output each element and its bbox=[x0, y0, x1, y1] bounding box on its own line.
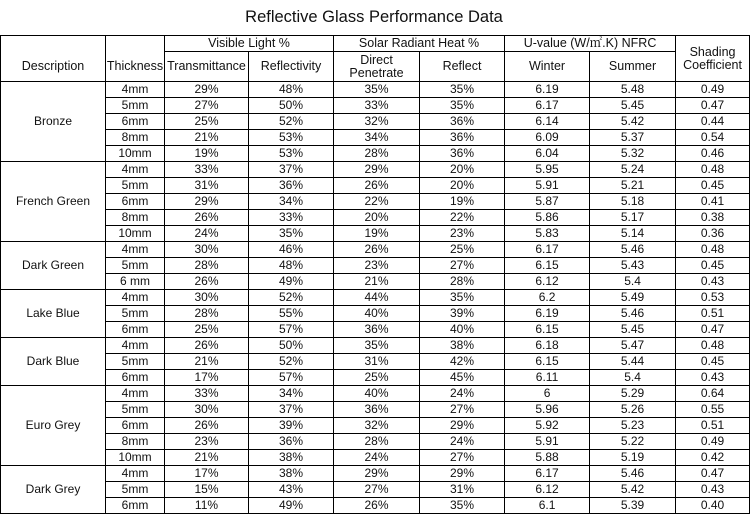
reflectivity-cell: 33% bbox=[249, 210, 334, 226]
reflectivity-cell: 53% bbox=[249, 130, 334, 146]
description-cell: Dark Grey bbox=[1, 466, 106, 514]
summer-cell: 5.46 bbox=[590, 306, 676, 322]
shading-coefficient-cell: 0.47 bbox=[676, 322, 750, 338]
table-row bbox=[1, 290, 750, 306]
table-row bbox=[1, 434, 750, 450]
direct-penetrate-cell: 36% bbox=[334, 402, 420, 418]
thickness-cell: 5mm bbox=[106, 306, 165, 322]
summer-cell: 5.29 bbox=[590, 386, 676, 402]
header-blank-thickness bbox=[106, 36, 165, 52]
header-solar-heat: Solar Radiant Heat % bbox=[334, 36, 505, 52]
description-cell: Dark Blue bbox=[1, 338, 106, 386]
reflectivity-cell: 52% bbox=[249, 354, 334, 370]
table-row bbox=[1, 226, 750, 242]
shading-coefficient-cell: 0.41 bbox=[676, 194, 750, 210]
thickness-cell: 6 mm bbox=[106, 274, 165, 290]
reflect-cell: 22% bbox=[420, 210, 505, 226]
summer-cell: 5.14 bbox=[590, 226, 676, 242]
table-row bbox=[1, 210, 750, 226]
reflectivity-cell: 52% bbox=[249, 290, 334, 306]
thickness-cell: 8mm bbox=[106, 130, 165, 146]
direct-penetrate-cell: 29% bbox=[334, 162, 420, 178]
table-row bbox=[1, 338, 750, 354]
table-row bbox=[1, 274, 750, 290]
reflect-cell: 20% bbox=[420, 162, 505, 178]
table-row bbox=[1, 450, 750, 466]
table-row bbox=[1, 498, 750, 514]
thickness-cell: 6mm bbox=[106, 194, 165, 210]
transmittance-cell: 29% bbox=[165, 194, 249, 210]
transmittance-cell: 17% bbox=[165, 370, 249, 386]
direct-penetrate-cell: 19% bbox=[334, 226, 420, 242]
summer-cell: 5.45 bbox=[590, 98, 676, 114]
shading-coefficient-cell: 0.43 bbox=[676, 370, 750, 386]
table-row bbox=[1, 146, 750, 162]
transmittance-cell: 11% bbox=[165, 498, 249, 514]
shading-coefficient-cell: 0.43 bbox=[676, 482, 750, 498]
reflectivity-cell: 50% bbox=[249, 98, 334, 114]
table-row bbox=[1, 162, 750, 178]
transmittance-cell: 21% bbox=[165, 450, 249, 466]
transmittance-cell: 28% bbox=[165, 306, 249, 322]
reflect-cell: 35% bbox=[420, 290, 505, 306]
reflectivity-cell: 36% bbox=[249, 178, 334, 194]
reflectivity-cell: 36% bbox=[249, 434, 334, 450]
summer-cell: 5.32 bbox=[590, 146, 676, 162]
table-row bbox=[1, 178, 750, 194]
reflect-cell: 27% bbox=[420, 258, 505, 274]
summer-cell: 5.47 bbox=[590, 338, 676, 354]
table-row bbox=[1, 402, 750, 418]
shading-coefficient-cell: 0.48 bbox=[676, 338, 750, 354]
winter-cell: 6.14 bbox=[505, 114, 590, 130]
summer-cell: 5.4 bbox=[590, 370, 676, 386]
reflectivity-cell: 57% bbox=[249, 322, 334, 338]
winter-cell: 6.11 bbox=[505, 370, 590, 386]
header-direct-penetrate: Direct Penetrate bbox=[334, 52, 420, 82]
shading-coefficient-cell: 0.49 bbox=[676, 434, 750, 450]
direct-penetrate-cell: 26% bbox=[334, 242, 420, 258]
reflect-cell: 42% bbox=[420, 354, 505, 370]
winter-cell: 5.91 bbox=[505, 178, 590, 194]
shading-coefficient-cell: 0.47 bbox=[676, 466, 750, 482]
direct-penetrate-cell: 40% bbox=[334, 306, 420, 322]
direct-penetrate-cell: 24% bbox=[334, 450, 420, 466]
reflect-cell: 24% bbox=[420, 386, 505, 402]
reflect-cell: 38% bbox=[420, 338, 505, 354]
shading-coefficient-cell: 0.51 bbox=[676, 418, 750, 434]
thickness-cell: 5mm bbox=[106, 354, 165, 370]
summer-cell: 5.37 bbox=[590, 130, 676, 146]
reflect-cell: 27% bbox=[420, 402, 505, 418]
thickness-cell: 5mm bbox=[106, 402, 165, 418]
reflect-cell: 36% bbox=[420, 146, 505, 162]
winter-cell: 6.17 bbox=[505, 466, 590, 482]
thickness-cell: 10mm bbox=[106, 450, 165, 466]
shading-coefficient-cell: 0.64 bbox=[676, 386, 750, 402]
table-row bbox=[1, 242, 750, 258]
thickness-cell: 4mm bbox=[106, 242, 165, 258]
reflectivity-cell: 34% bbox=[249, 194, 334, 210]
summer-cell: 5.42 bbox=[590, 482, 676, 498]
summer-cell: 5.49 bbox=[590, 290, 676, 306]
reflectivity-cell: 48% bbox=[249, 258, 334, 274]
reflect-cell: 20% bbox=[420, 178, 505, 194]
reflectivity-cell: 39% bbox=[249, 418, 334, 434]
direct-penetrate-cell: 34% bbox=[334, 130, 420, 146]
header-blank-description bbox=[1, 36, 106, 52]
table-row bbox=[1, 418, 750, 434]
transmittance-cell: 21% bbox=[165, 130, 249, 146]
transmittance-cell: 26% bbox=[165, 338, 249, 354]
reflect-cell: 28% bbox=[420, 274, 505, 290]
reflect-cell: 35% bbox=[420, 498, 505, 514]
shading-coefficient-cell: 0.47 bbox=[676, 98, 750, 114]
reflectivity-cell: 35% bbox=[249, 226, 334, 242]
summer-cell: 5.24 bbox=[590, 162, 676, 178]
reflectivity-cell: 53% bbox=[249, 146, 334, 162]
shading-coefficient-cell: 0.49 bbox=[676, 82, 750, 98]
header-winter: Winter bbox=[505, 52, 590, 82]
summer-cell: 5.46 bbox=[590, 242, 676, 258]
shading-coefficient-cell: 0.45 bbox=[676, 258, 750, 274]
direct-penetrate-cell: 32% bbox=[334, 418, 420, 434]
thickness-cell: 6mm bbox=[106, 418, 165, 434]
summer-cell: 5.46 bbox=[590, 466, 676, 482]
summer-cell: 5.23 bbox=[590, 418, 676, 434]
table-row bbox=[1, 114, 750, 130]
summer-cell: 5.39 bbox=[590, 498, 676, 514]
shading-coefficient-cell: 0.45 bbox=[676, 354, 750, 370]
reflect-cell: 35% bbox=[420, 82, 505, 98]
table-row bbox=[1, 82, 750, 98]
winter-cell: 5.95 bbox=[505, 162, 590, 178]
header-row-2 bbox=[1, 52, 750, 82]
table-row bbox=[1, 386, 750, 402]
transmittance-cell: 26% bbox=[165, 274, 249, 290]
direct-penetrate-cell: 20% bbox=[334, 210, 420, 226]
winter-cell: 5.87 bbox=[505, 194, 590, 210]
transmittance-cell: 33% bbox=[165, 386, 249, 402]
reflect-cell: 31% bbox=[420, 482, 505, 498]
table-row bbox=[1, 306, 750, 322]
winter-cell: 6.12 bbox=[505, 274, 590, 290]
reflectivity-cell: 43% bbox=[249, 482, 334, 498]
transmittance-cell: 33% bbox=[165, 162, 249, 178]
table-row bbox=[1, 370, 750, 386]
transmittance-cell: 26% bbox=[165, 418, 249, 434]
table-row bbox=[1, 466, 750, 482]
summer-cell: 5.44 bbox=[590, 354, 676, 370]
reflectivity-cell: 57% bbox=[249, 370, 334, 386]
thickness-cell: 5mm bbox=[106, 482, 165, 498]
direct-penetrate-cell: 31% bbox=[334, 354, 420, 370]
transmittance-cell: 29% bbox=[165, 82, 249, 98]
thickness-cell: 5mm bbox=[106, 98, 165, 114]
reflect-cell: 27% bbox=[420, 450, 505, 466]
transmittance-cell: 30% bbox=[165, 242, 249, 258]
reflectivity-cell: 37% bbox=[249, 402, 334, 418]
reflect-cell: 24% bbox=[420, 434, 505, 450]
direct-penetrate-cell: 29% bbox=[334, 466, 420, 482]
table-row bbox=[1, 482, 750, 498]
table-row bbox=[1, 130, 750, 146]
summer-cell: 5.45 bbox=[590, 322, 676, 338]
description-cell: Euro Grey bbox=[1, 386, 106, 466]
reflectivity-cell: 50% bbox=[249, 338, 334, 354]
shading-coefficient-cell: 0.53 bbox=[676, 290, 750, 306]
summer-cell: 5.26 bbox=[590, 402, 676, 418]
winter-cell: 5.92 bbox=[505, 418, 590, 434]
reflectivity-cell: 55% bbox=[249, 306, 334, 322]
direct-penetrate-cell: 26% bbox=[334, 178, 420, 194]
winter-cell: 6.1 bbox=[505, 498, 590, 514]
transmittance-cell: 17% bbox=[165, 466, 249, 482]
winter-cell: 6.17 bbox=[505, 242, 590, 258]
thickness-cell: 6mm bbox=[106, 498, 165, 514]
reflect-cell: 36% bbox=[420, 114, 505, 130]
summer-cell: 5.19 bbox=[590, 450, 676, 466]
winter-cell: 6.04 bbox=[505, 146, 590, 162]
table-title: Reflective Glass Performance Data bbox=[245, 8, 503, 26]
transmittance-cell: 27% bbox=[165, 98, 249, 114]
header-summer: Summer bbox=[590, 52, 676, 82]
summer-cell: 5.43 bbox=[590, 258, 676, 274]
shading-coefficient-cell: 0.36 bbox=[676, 226, 750, 242]
reflect-cell: 35% bbox=[420, 98, 505, 114]
winter-cell: 6.19 bbox=[505, 306, 590, 322]
winter-cell: 5.91 bbox=[505, 434, 590, 450]
transmittance-cell: 25% bbox=[165, 114, 249, 130]
direct-penetrate-cell: 32% bbox=[334, 114, 420, 130]
thickness-cell: 5mm bbox=[106, 258, 165, 274]
summer-cell: 5.42 bbox=[590, 114, 676, 130]
table-row bbox=[1, 194, 750, 210]
shading-coefficient-cell: 0.46 bbox=[676, 146, 750, 162]
thickness-cell: 4mm bbox=[106, 162, 165, 178]
transmittance-cell: 21% bbox=[165, 354, 249, 370]
transmittance-cell: 30% bbox=[165, 402, 249, 418]
shading-coefficient-cell: 0.54 bbox=[676, 130, 750, 146]
table-row bbox=[1, 322, 750, 338]
reflectivity-cell: 38% bbox=[249, 466, 334, 482]
direct-penetrate-cell: 25% bbox=[334, 370, 420, 386]
shading-coefficient-cell: 0.48 bbox=[676, 242, 750, 258]
direct-penetrate-cell: 22% bbox=[334, 194, 420, 210]
transmittance-cell: 19% bbox=[165, 146, 249, 162]
winter-cell: 6 bbox=[505, 386, 590, 402]
thickness-cell: 10mm bbox=[106, 146, 165, 162]
reflectivity-cell: 48% bbox=[249, 82, 334, 98]
description-cell: Dark Green bbox=[1, 242, 106, 290]
header-row-1 bbox=[1, 36, 750, 52]
direct-penetrate-cell: 27% bbox=[334, 482, 420, 498]
reflect-cell: 40% bbox=[420, 322, 505, 338]
reflectivity-cell: 37% bbox=[249, 162, 334, 178]
winter-cell: 6.12 bbox=[505, 482, 590, 498]
shading-coefficient-cell: 0.44 bbox=[676, 114, 750, 130]
shading-coefficient-cell: 0.38 bbox=[676, 210, 750, 226]
header-visible-light: Visible Light % bbox=[165, 36, 334, 52]
description-cell: Bronze bbox=[1, 82, 106, 162]
direct-penetrate-cell: 36% bbox=[334, 322, 420, 338]
thickness-cell: 4mm bbox=[106, 290, 165, 306]
header-description: Description bbox=[1, 52, 106, 82]
table-row bbox=[1, 354, 750, 370]
reflectivity-cell: 38% bbox=[249, 450, 334, 466]
transmittance-cell: 24% bbox=[165, 226, 249, 242]
transmittance-cell: 15% bbox=[165, 482, 249, 498]
direct-penetrate-cell: 28% bbox=[334, 434, 420, 450]
thickness-cell: 4mm bbox=[106, 338, 165, 354]
summer-cell: 5.21 bbox=[590, 178, 676, 194]
summer-cell: 5.18 bbox=[590, 194, 676, 210]
reflectivity-cell: 52% bbox=[249, 114, 334, 130]
thickness-cell: 5mm bbox=[106, 178, 165, 194]
shading-coefficient-cell: 0.45 bbox=[676, 178, 750, 194]
summer-cell: 5.17 bbox=[590, 210, 676, 226]
winter-cell: 6.19 bbox=[505, 82, 590, 98]
reflect-cell: 36% bbox=[420, 130, 505, 146]
direct-penetrate-cell: 35% bbox=[334, 338, 420, 354]
thickness-cell: 4mm bbox=[106, 466, 165, 482]
winter-cell: 5.96 bbox=[505, 402, 590, 418]
transmittance-cell: 23% bbox=[165, 434, 249, 450]
table-row bbox=[1, 98, 750, 114]
transmittance-cell: 31% bbox=[165, 178, 249, 194]
thickness-cell: 6mm bbox=[106, 370, 165, 386]
winter-cell: 6.18 bbox=[505, 338, 590, 354]
header-thickness: Thickness bbox=[106, 52, 165, 82]
shading-coefficient-cell: 0.42 bbox=[676, 450, 750, 466]
winter-cell: 6.15 bbox=[505, 354, 590, 370]
summer-cell: 5.48 bbox=[590, 82, 676, 98]
reflectivity-cell: 34% bbox=[249, 386, 334, 402]
winter-cell: 6.17 bbox=[505, 98, 590, 114]
thickness-cell: 6mm bbox=[106, 322, 165, 338]
summer-cell: 5.22 bbox=[590, 434, 676, 450]
header-shading-coefficient: Shading Coefficient bbox=[676, 36, 750, 82]
transmittance-cell: 30% bbox=[165, 290, 249, 306]
reflect-cell: 19% bbox=[420, 194, 505, 210]
thickness-cell: 8mm bbox=[106, 434, 165, 450]
header-reflectivity: Reflectivity bbox=[249, 52, 334, 82]
reflect-cell: 45% bbox=[420, 370, 505, 386]
direct-penetrate-cell: 26% bbox=[334, 498, 420, 514]
header-transmittance: Transmittance bbox=[165, 52, 249, 82]
description-cell: French Green bbox=[1, 162, 106, 242]
shading-coefficient-cell: 0.48 bbox=[676, 162, 750, 178]
direct-penetrate-cell: 33% bbox=[334, 98, 420, 114]
shading-coefficient-cell: 0.40 bbox=[676, 498, 750, 514]
reflect-cell: 25% bbox=[420, 242, 505, 258]
direct-penetrate-cell: 28% bbox=[334, 146, 420, 162]
transmittance-cell: 25% bbox=[165, 322, 249, 338]
reflectivity-cell: 46% bbox=[249, 242, 334, 258]
direct-penetrate-cell: 23% bbox=[334, 258, 420, 274]
summer-cell: 5.4 bbox=[590, 274, 676, 290]
winter-cell: 6.15 bbox=[505, 258, 590, 274]
winter-cell: 5.83 bbox=[505, 226, 590, 242]
header-u-value: U-value (W/㎡.K) NFRC bbox=[505, 36, 676, 52]
description-cell: Lake Blue bbox=[1, 290, 106, 338]
table-row bbox=[1, 258, 750, 274]
winter-cell: 6.09 bbox=[505, 130, 590, 146]
winter-cell: 5.88 bbox=[505, 450, 590, 466]
thickness-cell: 10mm bbox=[106, 226, 165, 242]
thickness-cell: 4mm bbox=[106, 386, 165, 402]
direct-penetrate-cell: 35% bbox=[334, 82, 420, 98]
winter-cell: 6.15 bbox=[505, 322, 590, 338]
direct-penetrate-cell: 21% bbox=[334, 274, 420, 290]
transmittance-cell: 26% bbox=[165, 210, 249, 226]
reflect-cell: 39% bbox=[420, 306, 505, 322]
reflect-cell: 29% bbox=[420, 466, 505, 482]
reflect-cell: 29% bbox=[420, 418, 505, 434]
direct-penetrate-cell: 40% bbox=[334, 386, 420, 402]
shading-coefficient-cell: 0.51 bbox=[676, 306, 750, 322]
thickness-cell: 6mm bbox=[106, 114, 165, 130]
header-reflect: Reflect bbox=[420, 52, 505, 82]
winter-cell: 5.86 bbox=[505, 210, 590, 226]
shading-coefficient-cell: 0.55 bbox=[676, 402, 750, 418]
performance-table bbox=[0, 35, 750, 514]
thickness-cell: 8mm bbox=[106, 210, 165, 226]
reflect-cell: 23% bbox=[420, 226, 505, 242]
reflectivity-cell: 49% bbox=[249, 274, 334, 290]
reflectivity-cell: 49% bbox=[249, 498, 334, 514]
winter-cell: 6.2 bbox=[505, 290, 590, 306]
transmittance-cell: 28% bbox=[165, 258, 249, 274]
direct-penetrate-cell: 44% bbox=[334, 290, 420, 306]
thickness-cell: 4mm bbox=[106, 82, 165, 98]
shading-coefficient-cell: 0.43 bbox=[676, 274, 750, 290]
